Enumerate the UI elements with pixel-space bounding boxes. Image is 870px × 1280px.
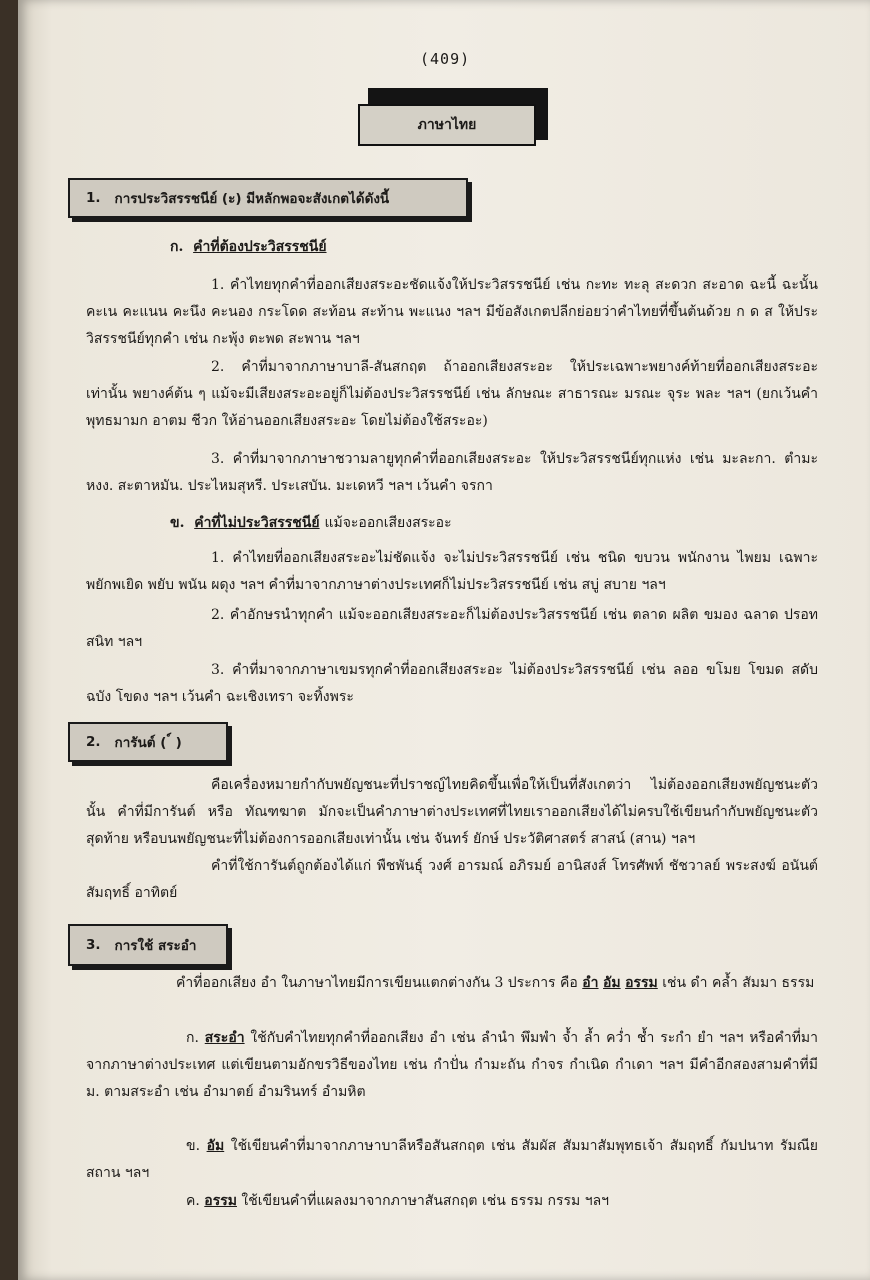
section-3c-form: อรรม: [204, 1193, 237, 1209]
section-3-form-3: อรรม: [625, 975, 658, 991]
section-1b-heading: [170, 512, 452, 534]
section-1b-label: คำที่ไม่ประวิสรรชนีย์: [194, 515, 320, 531]
section-1b-item-3: 3. คำที่มาจากภาษาเขมรทุกคำที่ออกเสียงสระอะ ไม่ต้องประวิสรรชนีย์ เช่น ลออ ขโมย โขมด สดับ ฉบัง โขดง ฯลฯ เว้นคำ ฉะเชิงเทรา จะทิ้งพระ: [86, 662, 819, 705]
section-3-number: 3.: [86, 937, 101, 953]
section-1a-item-3: 3. คำที่มาจากภาษาชวามลายูทุกคำที่ออกเสียงสระอะ ให้ประวิสรรชนีย์ทุกแห่ง เช่น มะละกา. ตำมะหงง. สะตาหมัน. ประไหมสุหรี. ประเสบัน. มะเดหวี ฯลฯ เว้นคำ จรกา: [86, 451, 818, 494]
section-2-paragraph-2: คำที่ใช้การันต์ถูกต้องได้แก่ พืชพันธุ์ วงศ์ อารมณ์ อภิรมย์ อานิสงส์ โทรศัพท์ ชัชวาลย์ พระสงฆ์ อนันต์ สัมฤทธิ์ อาทิตย์: [86, 858, 818, 901]
section-3a-marker: ก.: [186, 1030, 199, 1046]
section-3c-marker: ค.: [186, 1193, 200, 1209]
section-3b-text: ใช้เขียนคำที่มาจากภาษาบาลีหรือสันสกฤต เช่น สัมผัส สัมมาสัมพุทธเจ้า สัมฤทธิ์ กัมปนาท รัมณียสถาน ฯลฯ: [86, 1138, 818, 1181]
section-1-title: การประวิสรรชนีย์ (ะ) มีหลักพอจะสังเกตได้ดังนี้: [114, 191, 390, 207]
section-2-heading: [68, 722, 228, 762]
section-3c-text: ใช้เขียนคำที่แผลงมาจากภาษาสันสกฤต เช่น ธรรม กรรม ฯลฯ: [241, 1193, 610, 1209]
section-3a-text: ใช้กับคำไทยทุกคำที่ออกเสียง อำ เช่น ลำนำ พึมพำ จ้ำ ล้ำ คว่ำ ช้ำ ระกำ ยำ ฯลฯ หรือคำที่มาจากภาษาต่างประเทศ แต่เขียนตามอักขรวิธีของไทย เช่น กำปั่น กำมะถัน กำจร กำเนิด กำเดา ฯลฯ มีคำอีกสองสามคำที่มี ม. ตามสระอำ เช่น อำมาตย์ อำมรินทร์ อำมหิต: [86, 1030, 819, 1100]
section-2-paragraph-1: คือเครื่องหมายกำกับพยัญชนะที่ปราชญ์ไทยคิดขึ้นเพื่อให้เป็นที่สังเกตว่า ไม่ต้องออกเสียงพยัญชนะตัวนั้น คำที่มีการันต์ หรือ ทัณฑฆาต มักจะเป็นคำภาษาต่างประเทศที่ไทยเราออกเสียงได้ไม่ครบใช้เขียนกำกับพยัญชนะตัวสุดท้าย หรือบนพยัญชนะที่ไม่ต้องการออกเสียงเท่านั้น เช่น จันทร์ ยักษ์ ประวัติศาสตร์ สาสน์ (สาน) ฯลฯ: [86, 777, 818, 847]
section-3-item-b: [86, 1133, 818, 1187]
section-3-item-c: [86, 1188, 818, 1215]
section-1a-item-1: 1. คำไทยทุกคำที่ออกเสียงสระอะชัดแจ้งให้ประวิสรรชนีย์ เช่น กะทะ ทะลุ สะดวก สะอาด ฉะนี้ ฉะนั้น คะเน คะแนน คะนึง คะนอง กระโดด สะท้อน สะท้าน พะแนง ฯลฯ มีข้อสังเกตปลีกย่อยว่าคำไทยที่ขึ้นต้นด้วย ก ด ส ให้ประวิสรรชนีย์ทุกคำ เช่น กะพุ้ง ตะพด สะพาน ฯลฯ: [86, 277, 818, 347]
section-3-form-1: อำ: [582, 975, 599, 991]
section-1-heading: [68, 178, 468, 218]
section-1b-suffix: แม้จะออกเสียงสระอะ: [324, 515, 452, 531]
section-1a-marker: ก.: [170, 239, 184, 255]
section-1a-label: คำที่ต้องประวิสรรชนีย์: [193, 239, 327, 255]
section-3-item-a: [86, 1025, 818, 1106]
page-title: ภาษาไทย: [358, 104, 536, 146]
section-2-number: 2.: [86, 734, 101, 750]
section-3-intro-suffix: เช่น ดำ คล้ำ สัมมา ธรรม: [662, 975, 815, 991]
section-3b-marker: ข.: [186, 1138, 201, 1154]
section-3b-form: อัม: [206, 1138, 225, 1154]
section-1b-marker: ข.: [170, 515, 185, 531]
section-1a-heading: [170, 236, 327, 258]
section-3-title: การใช้ สระอำ: [114, 938, 197, 954]
section-3-form-2: อัม: [603, 975, 621, 991]
section-3-intro: [86, 970, 818, 997]
section-3a-form: สระอำ: [204, 1030, 245, 1046]
section-1b-item-2: 2. คำอักษรนำทุกคำ แม้จะออกเสียงสระอะก็ไม่ต้องประวิสรรชนีย์ เช่น ตลาด ผลิต ขมอง ฉลาด ปรอท สนิท ฯลฯ: [86, 607, 818, 650]
section-1a-item-2: 2. คำที่มาจากภาษาบาลี-สันสกฤต ถ้าออกเสียงสระอะ ให้ประเฉพาะพยางค์ท้ายที่ออกเสียงสระอะเท่านั้น พยางค์ต้น ๆ แม้จะมีเสียงสระอะอยู่ก็ไม่ต้องประวิสรรชนีย์ เช่น ลักษณะ สาธารณะ มรณะ จุระ พละ ฯลฯ (ยกเว้นคำ พุทธมามก อาตม ชีวก ให้อ่านออกเสียงสระอะ โดยไม่ต้องใช้สระอะ): [86, 359, 818, 429]
page-number: (409): [420, 50, 471, 68]
section-1b-item-1: 1. คำไทยที่ออกเสียงสระอะไม่ชัดแจ้ง จะไม่ประวิสรรชนีย์ เช่น ชนิด ขบวน พนักงาน ไพยม เฉพาะ พยักพเยิด พยับ พนัน ผดุง ฯลฯ คำที่มาจากภาษาต่างประเทศก็ไม่ประวิสรรชนีย์ เช่น สบู่ สบาย ฯลฯ: [86, 550, 818, 593]
section-1-number: 1.: [86, 190, 101, 206]
section-3-intro-prefix: คำที่ออกเสียง อำ ในภาษาไทยมีการเขียนแตกต่างกัน 3 ประการ คือ: [176, 975, 578, 991]
document-page: [18, 0, 870, 1280]
section-3-heading: [68, 924, 228, 966]
section-2-title: การันต์ ( ์ ): [114, 735, 182, 751]
